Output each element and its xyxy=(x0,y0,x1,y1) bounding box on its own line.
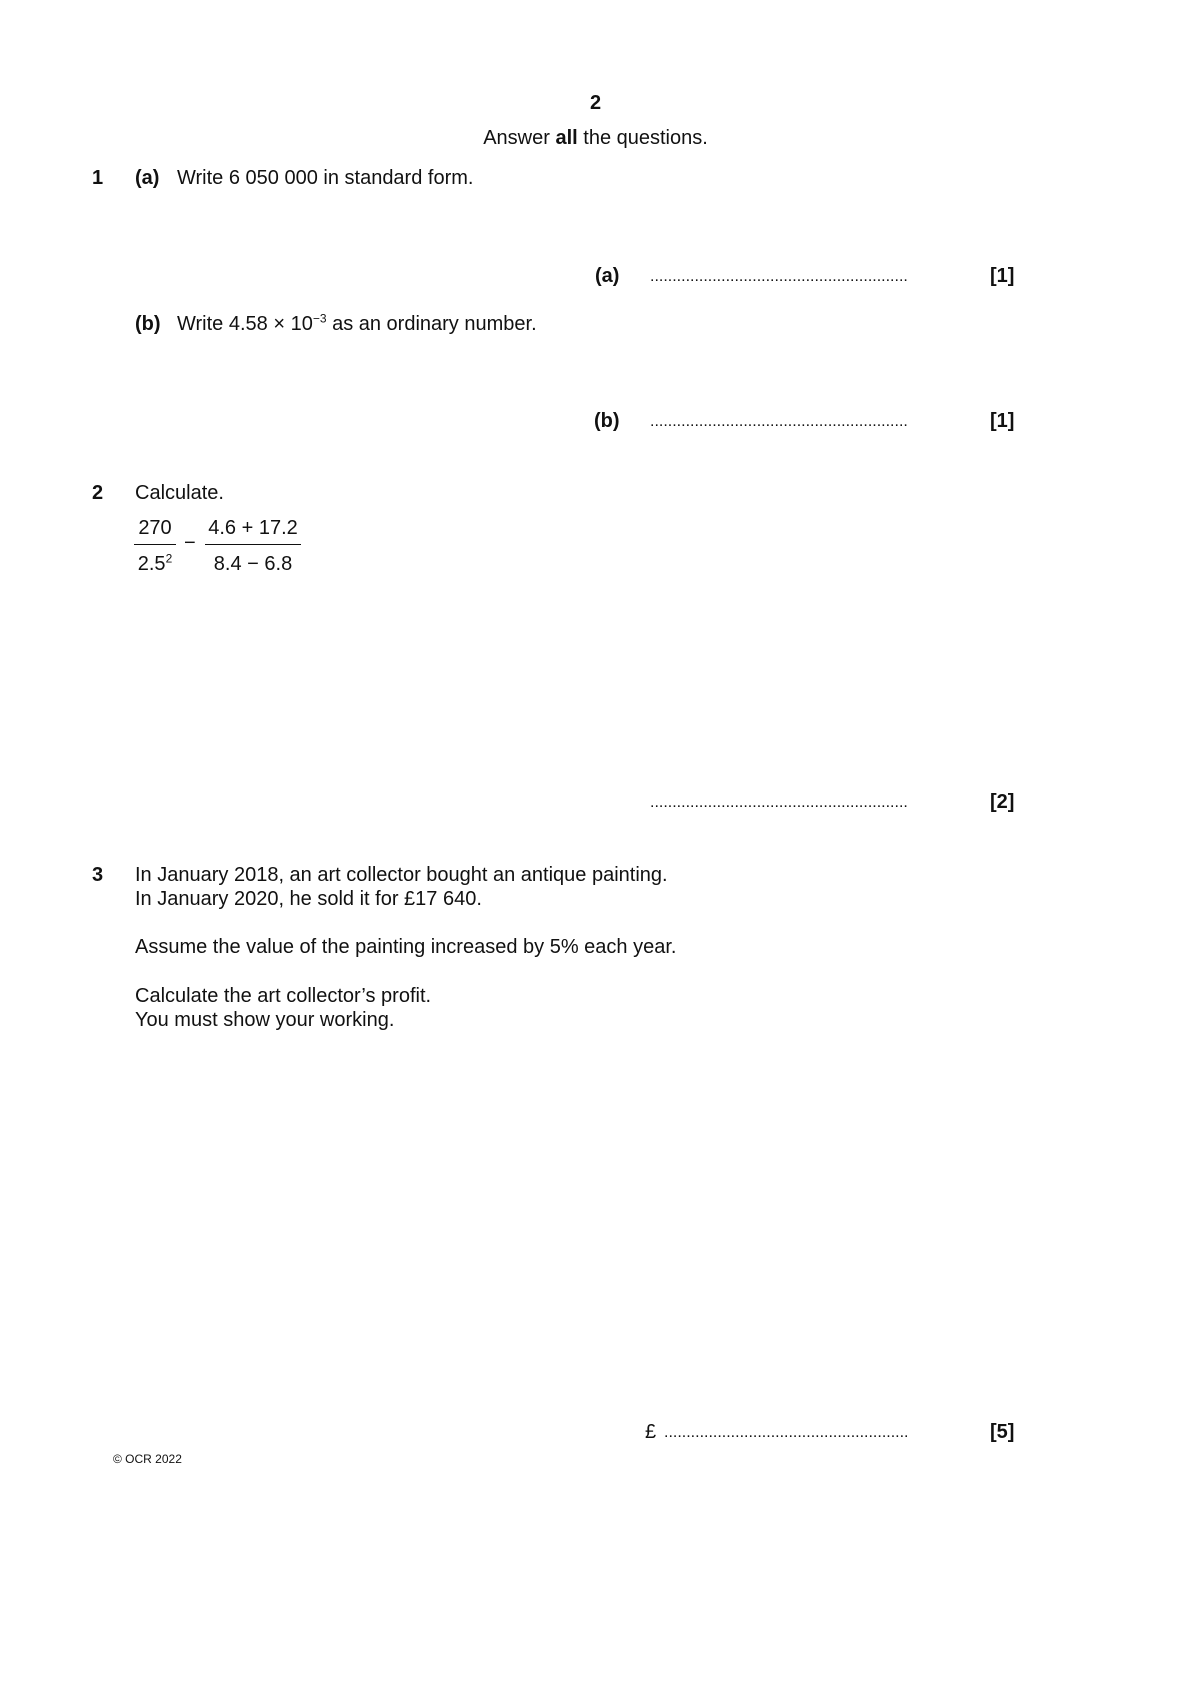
fraction-2 xyxy=(205,517,301,576)
fraction-2-denominator: 8.4 − 6.8 xyxy=(213,553,293,575)
answer-1b-label: (b) xyxy=(594,410,620,432)
question-3-line-5: You must show your working. xyxy=(135,1009,395,1031)
instructions-post: the questions. xyxy=(577,127,708,149)
marks-2: [2] xyxy=(990,791,1015,813)
minus-operator: − xyxy=(184,532,196,554)
fraction-1-numerator: 270 xyxy=(134,517,176,545)
question-1b-label: (b) xyxy=(135,313,161,335)
question-3-line-4: Calculate the art collector’s profit. xyxy=(135,985,432,1007)
page-number: 2 xyxy=(589,92,602,114)
question-1a-label: (a) xyxy=(135,167,160,189)
question-1b-text-post: as an ordinary number. xyxy=(326,313,537,335)
answer-3-line[interactable]: ....................................................... xyxy=(664,1424,909,1441)
fraction-1 xyxy=(134,517,176,576)
question-3-line-2: In January 2020, he sold it for £17 640. xyxy=(135,888,482,910)
instructions-pre: Answer xyxy=(483,127,556,149)
fraction-1-denominator xyxy=(134,545,176,576)
question-3-line-3: Assume the value of the painting increased by 5% each year. xyxy=(135,936,677,958)
answer-2-line[interactable]: .......................................................... xyxy=(650,794,908,811)
copyright: © OCR 2022 xyxy=(113,1452,182,1466)
question-1a-text: Write 6 050 000 in standard form. xyxy=(177,167,474,189)
question-1b-text xyxy=(177,313,537,336)
fraction-1-denominator-exponent: 2 xyxy=(165,551,173,566)
currency-symbol: £ xyxy=(645,1421,657,1443)
answer-1a-line[interactable]: .......................................................... xyxy=(650,268,908,285)
question-1b-text-pre: Write 4.58 × 10 xyxy=(177,313,313,335)
fraction-1-denominator-base: 2.5 xyxy=(137,553,166,575)
question-2-text: Calculate. xyxy=(135,482,224,504)
answer-1b-line[interactable]: .......................................................... xyxy=(650,413,908,430)
question-2-number: 2 xyxy=(92,482,104,504)
fraction-2-numerator: 4.6 + 17.2 xyxy=(205,517,301,545)
answer-1a-label: (a) xyxy=(595,265,620,287)
question-3-number: 3 xyxy=(92,864,104,886)
instructions-bold: all xyxy=(555,127,578,149)
instructions xyxy=(0,127,1191,150)
question-1b-exponent: −3 xyxy=(312,311,327,326)
marks-1b: [1] xyxy=(990,410,1015,432)
question-1-number: 1 xyxy=(92,167,104,189)
question-3-line-1: In January 2018, an art collector bought an antique painting. xyxy=(135,864,668,886)
marks-3: [5] xyxy=(990,1421,1015,1443)
marks-1a: [1] xyxy=(990,265,1015,287)
